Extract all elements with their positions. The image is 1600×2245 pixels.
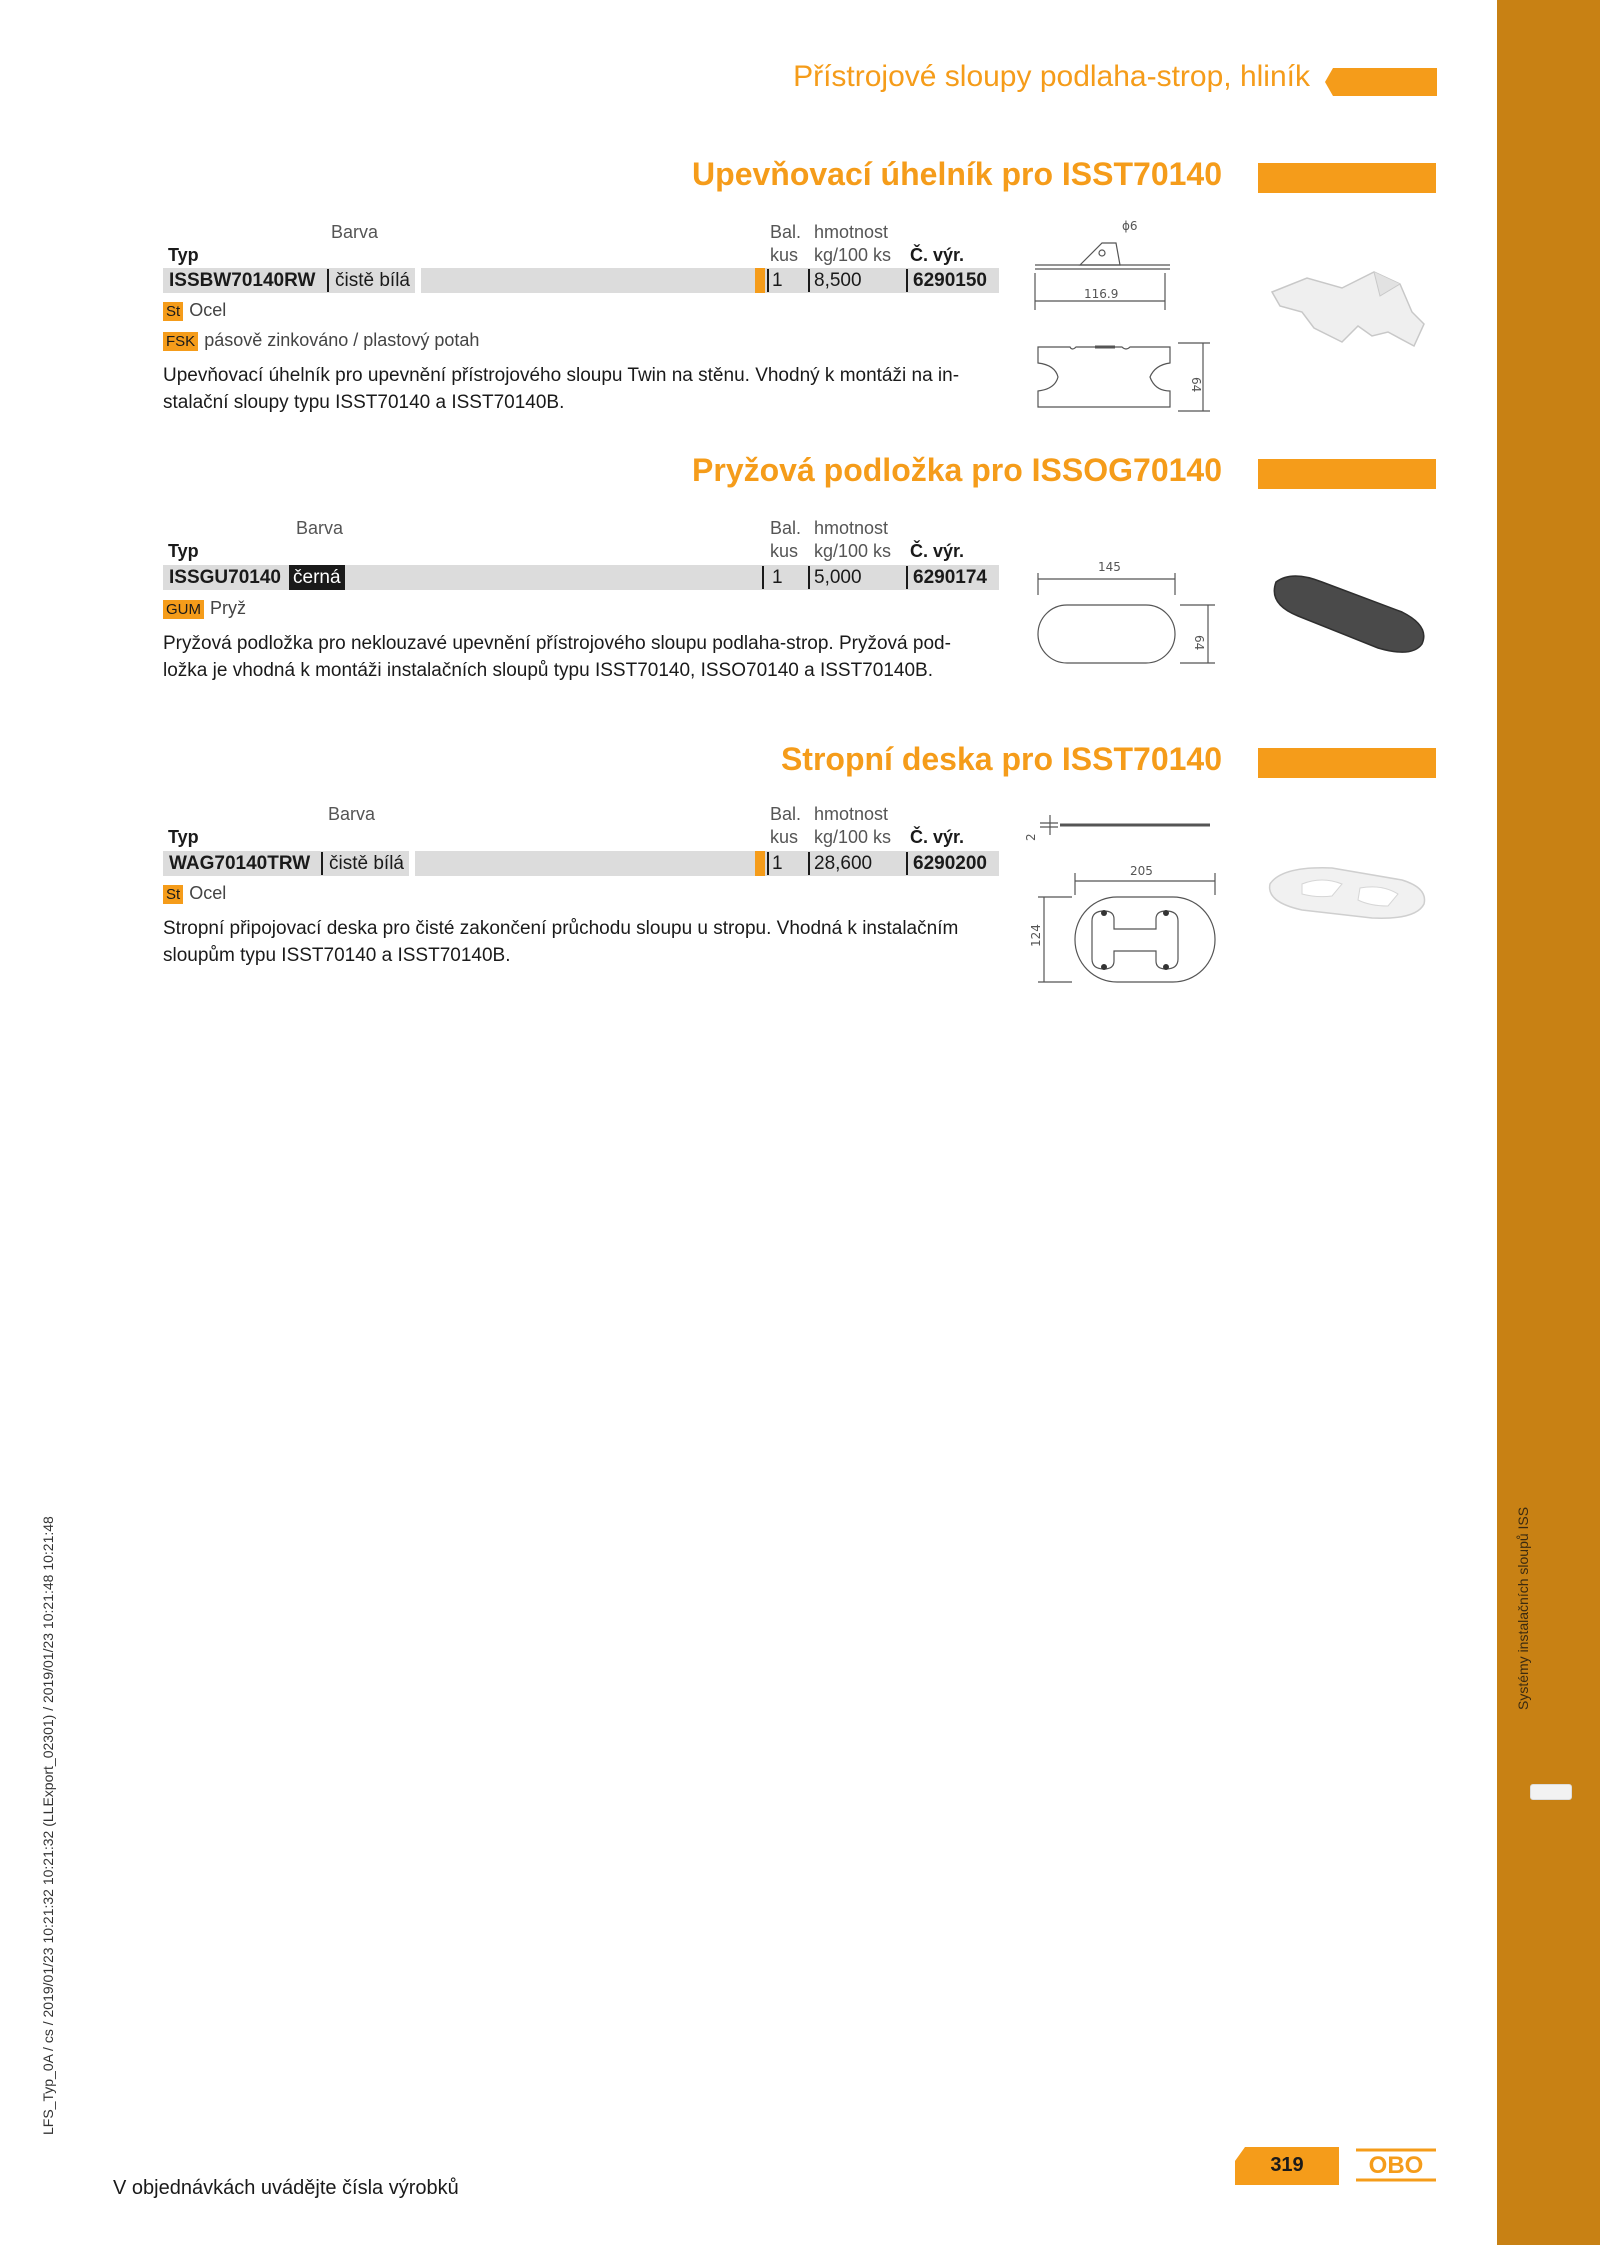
dim-label: 64: [1189, 377, 1203, 393]
col-bal: Bal.: [770, 222, 802, 242]
section-title: Pryžová podložka pro ISSOG70140: [692, 452, 1222, 488]
weight-value: 8,500: [814, 270, 862, 291]
dim-label: 205: [1130, 864, 1153, 878]
material-name: Ocel: [189, 300, 227, 320]
finish-line: [163, 330, 479, 351]
sidebar-label: [1515, 1650, 1535, 1710]
section-bar: [1258, 748, 1436, 778]
product-photo: [1262, 262, 1432, 362]
material-code: GUM: [163, 600, 204, 619]
table-row: [163, 851, 999, 876]
bal-value: 1: [772, 270, 783, 291]
col-kg: kg/100 ks: [814, 245, 892, 265]
col-kg: kg/100 ks: [814, 541, 892, 561]
col-typ: Typ: [168, 245, 199, 265]
color-indicator: [755, 851, 765, 876]
section-title: Upevňovací úhelník pro ISST70140: [692, 156, 1222, 192]
col-barva: Barva: [331, 222, 379, 242]
product-photo: [1262, 560, 1432, 660]
section-bar: [1258, 163, 1436, 193]
svg-text:OBO: OBO: [1368, 2152, 1424, 2179]
material-name: pásově zinkováno / plastový potah: [204, 330, 480, 350]
color-indicator: [755, 268, 765, 293]
type-code: ISSGU70140: [169, 567, 281, 588]
col-hmotnost: hmotnost: [814, 222, 889, 242]
weight-value: 28,600: [814, 853, 873, 874]
col-hmotnost: hmotnost: [814, 804, 889, 824]
obo-logo: [1355, 2147, 1437, 2183]
type-code: ISSBW70140RW: [169, 270, 316, 291]
side-band: [1497, 0, 1600, 2245]
technical-drawing: [1030, 553, 1230, 673]
product-description: Upevňovací úhelník pro upevnění přístrojového sloupu Twin na stěnu. Vhodný k montáži na in- stalační sloupy typu ISST70140 a ISST70140B.: [163, 365, 960, 413]
color-value: čistě bílá: [335, 270, 410, 291]
col-bal: Bal.: [770, 804, 802, 824]
table-row: [163, 565, 999, 590]
section-bar: [1258, 459, 1436, 489]
print-metadata: LFS_Typ_0A / cs / 2019/01/23 10:21:32 10:21:32 (LLExport_02301) / 2019/01/23 10:21:48 10:21:48: [40, 1516, 56, 2135]
article-number: 6290150: [913, 270, 987, 291]
product-description: Pryžová podložka pro neklouzavé upevnění přístrojového sloupu podlaha-strop. Pryžová pod- ložka je vhodná k montáži instalačních sloupů typu ISST70140, ISSO70140 a ISST70140B.: [163, 633, 951, 681]
bal-value: 1: [772, 853, 783, 874]
material-name: Ocel: [189, 883, 227, 903]
table-row: [163, 268, 999, 293]
material-code: St: [163, 885, 183, 904]
article-number: 6290200: [913, 853, 987, 874]
footer-note: V objednávkách uvádějte čísla výrobků: [113, 2177, 459, 2199]
col-barva: Barva: [328, 804, 376, 824]
header-flag: [1325, 68, 1437, 96]
weight-value: 5,000: [814, 567, 862, 588]
dim-label: 116.9: [1084, 287, 1119, 301]
dim-label: 64: [1192, 635, 1206, 651]
col-cvyr: Č. výr.: [910, 827, 965, 847]
material-line: [163, 300, 226, 321]
section-title: Stropní deska pro ISST70140: [780, 741, 1222, 777]
col-kus: kus: [770, 827, 799, 847]
col-typ: Typ: [168, 827, 199, 847]
material-code: FSK: [163, 332, 198, 351]
product-description: Stropní připojovací deska pro čisté zakončení průchodu sloupu u stropu. Vhodná k instalačním sloupům typu ISST70140 a ISST70140B.: [163, 918, 959, 966]
technical-drawing: [1030, 215, 1230, 415]
col-bal: Bal.: [770, 518, 802, 538]
material-line: [163, 883, 226, 904]
page-title: Přístrojové sloupy podlaha-strop, hliník: [793, 60, 1310, 93]
color-value: černá: [289, 565, 345, 590]
col-hmotnost: hmotnost: [814, 518, 889, 538]
col-cvyr: Č. výr.: [910, 245, 965, 265]
material-name: Pryž: [210, 598, 246, 618]
col-barva: Barva: [296, 518, 344, 538]
bal-value: 1: [772, 567, 783, 588]
dim-label: ϕ6: [1122, 219, 1138, 233]
color-value: čistě bílá: [329, 853, 404, 874]
col-cvyr: Č. výr.: [910, 541, 965, 561]
article-number: 6290174: [913, 567, 987, 588]
col-typ: Typ: [168, 541, 199, 561]
material-code: St: [163, 302, 183, 321]
dim-label: 124: [1029, 924, 1043, 947]
material-line: [163, 598, 246, 619]
col-kg: kg/100 ks: [814, 827, 892, 847]
page-number: 319: [1270, 2154, 1304, 2176]
column-icon: [1530, 1784, 1572, 1800]
type-code: WAG70140TRW: [169, 853, 311, 874]
technical-drawing: [1024, 805, 1230, 1005]
dim-label: 145: [1098, 560, 1121, 574]
dim-label: 2: [1024, 833, 1038, 841]
col-kus: kus: [770, 541, 799, 561]
product-photo: [1262, 858, 1432, 928]
col-kus: kus: [770, 245, 799, 265]
